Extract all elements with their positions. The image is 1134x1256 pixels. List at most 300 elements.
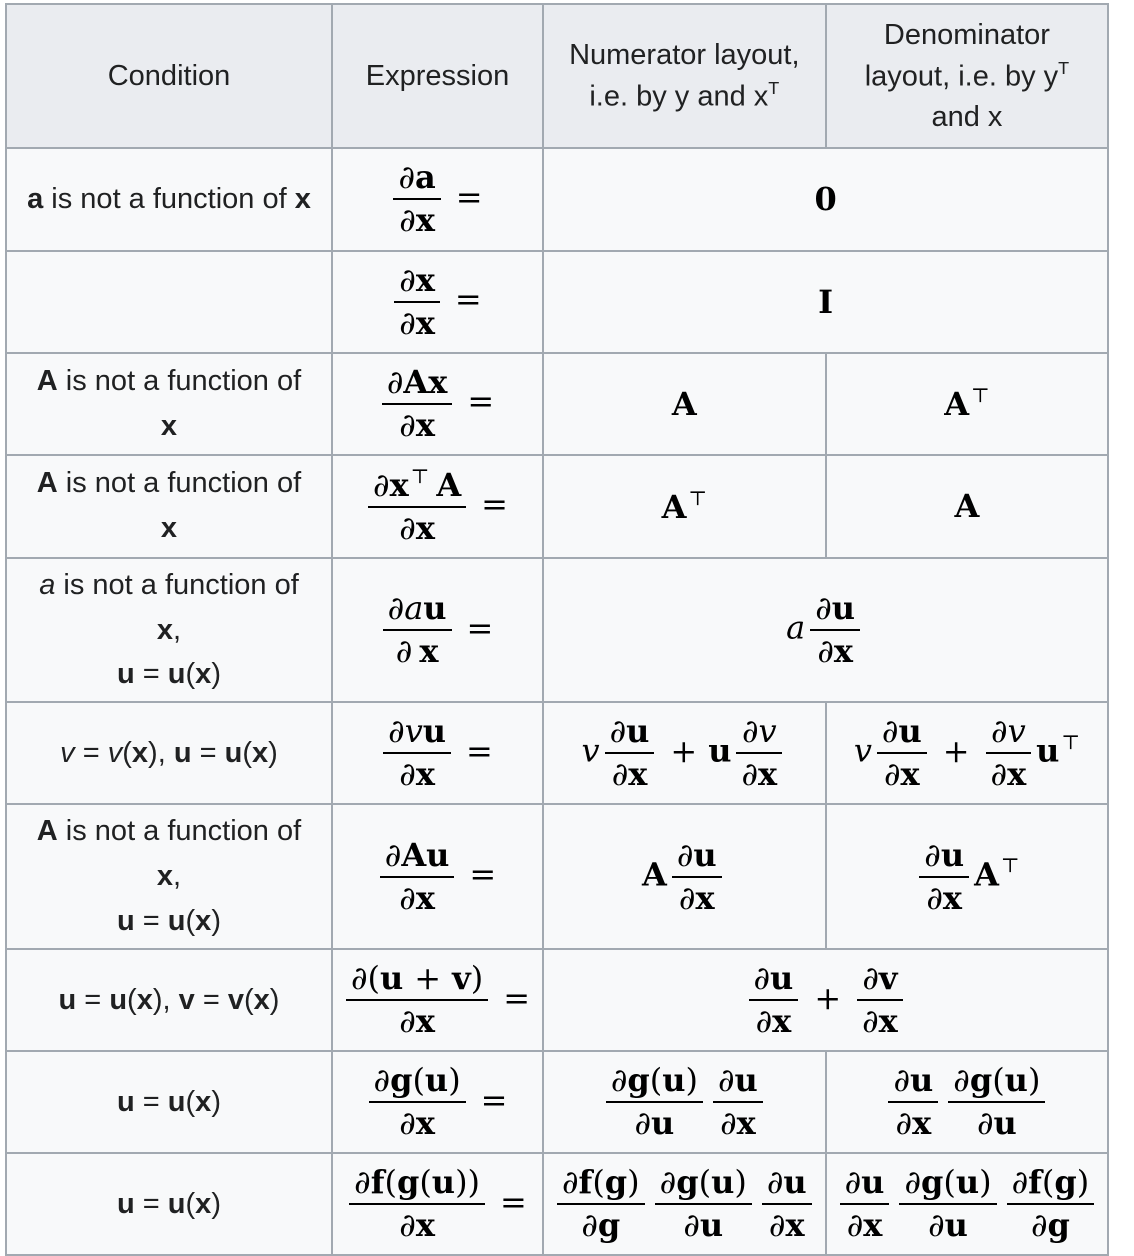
plain-symbol: ( — [367, 959, 381, 998]
fraction — [888, 1060, 938, 1144]
bold-symbol: x — [136, 983, 153, 1016]
equals-sign: = — [467, 382, 495, 421]
bold-vector: A — [944, 385, 970, 424]
fraction — [857, 958, 903, 1042]
denominator-layout-cell — [826, 353, 1109, 455]
bold-vector: x — [389, 465, 409, 504]
fraction-numerator — [672, 835, 722, 876]
condition-cell — [6, 148, 332, 250]
bold-vector: u — [626, 712, 650, 751]
partial-symbol: ∂ — [895, 1104, 913, 1143]
condition-cell — [6, 949, 332, 1051]
fraction-numerator — [877, 711, 927, 752]
math-expression — [341, 954, 534, 1046]
bold-vector: u — [861, 1163, 885, 1202]
numerator-layout-cell — [543, 455, 826, 558]
result-cell-span — [543, 251, 1108, 353]
bold-vector: Au — [401, 835, 450, 874]
table-row-10 — [6, 1153, 1108, 1255]
transpose-superscript: ⊤ — [1061, 731, 1081, 755]
fraction-denominator — [810, 629, 860, 672]
fraction-denominator — [383, 629, 452, 672]
text-line — [552, 35, 817, 76]
fraction — [346, 958, 488, 1042]
expression-cell — [332, 353, 543, 455]
fraction — [394, 260, 440, 344]
fraction-denominator — [383, 752, 451, 795]
bold-vector: u — [770, 959, 794, 998]
fraction — [899, 1162, 996, 1246]
bold-symbol: u — [109, 983, 128, 1016]
bold-vector: x — [878, 1002, 898, 1041]
bold-vector: u — [708, 731, 732, 770]
fraction — [368, 464, 466, 549]
fraction-numerator — [606, 1060, 703, 1101]
math-expression — [375, 831, 500, 923]
plain-symbol: ) — [1027, 1061, 1041, 1100]
partial-symbol: ∂ — [881, 712, 899, 751]
transpose-superscript: T — [768, 77, 780, 98]
bold-vector: Ax — [403, 362, 448, 401]
fraction-denominator — [749, 999, 799, 1042]
bold-symbol: x — [195, 905, 212, 938]
fraction — [655, 1162, 752, 1246]
bold-vector: x — [772, 1002, 792, 1041]
partial-symbol: ∂ — [893, 1061, 910, 1100]
fraction-numerator — [749, 958, 799, 999]
fraction-denominator — [986, 752, 1032, 795]
text-line — [15, 461, 323, 506]
fraction-denominator — [368, 506, 466, 549]
plain-symbol: ( — [1041, 1163, 1055, 1202]
bold-symbol: A — [36, 815, 58, 848]
fraction-denominator — [369, 1101, 466, 1144]
numerator-layout-cell — [543, 804, 826, 949]
bold-symbol: u — [167, 1187, 186, 1220]
bold-vector: u — [734, 1061, 758, 1100]
fraction-numerator — [810, 588, 860, 629]
partial-symbol: ∂ — [678, 878, 696, 917]
bold-vector: u — [699, 1206, 724, 1245]
expression-cell — [332, 804, 543, 949]
math-expression — [552, 1158, 817, 1250]
math-expression — [814, 180, 836, 218]
fraction-denominator — [393, 198, 440, 241]
equals-sign: = — [480, 1080, 508, 1119]
plain-text: ) — [211, 1085, 221, 1118]
plain-symbol: ) — [1076, 1163, 1090, 1202]
text-line — [15, 1182, 323, 1227]
fraction-denominator — [840, 1203, 890, 1246]
fraction — [919, 835, 969, 919]
plain-symbol: ) — [448, 1061, 461, 1100]
numerator-layout-cell — [543, 1051, 826, 1153]
bold-symbol: x — [160, 512, 178, 545]
plain-text: is not a function of — [55, 568, 299, 601]
bold-symbol: u — [117, 1187, 135, 1220]
partial-symbol: ∂ — [354, 1163, 371, 1202]
bold-vector: x — [736, 1104, 756, 1143]
fraction-numerator — [349, 1162, 485, 1203]
text-line — [15, 978, 323, 1023]
text-line — [15, 177, 323, 222]
plain-symbol: ) — [979, 1163, 992, 1202]
plain-text: ( — [243, 983, 254, 1016]
plain-text: = — [134, 905, 168, 938]
partial-symbol: ∂ — [399, 508, 416, 547]
text-line — [15, 809, 323, 854]
fraction — [986, 711, 1032, 795]
bold-vector: x — [758, 755, 778, 794]
partial-symbol: ∂ — [844, 1163, 862, 1202]
expression-cell — [332, 1051, 543, 1153]
numerator-layout-cell — [543, 1153, 826, 1255]
bold-vector: u — [940, 835, 965, 874]
partial-symbol: ∂ — [883, 755, 901, 794]
partial-symbol: ∂ — [399, 1002, 416, 1041]
bold-vector: x — [695, 878, 715, 917]
bold-vector: A — [661, 487, 687, 526]
bold-vector: u — [944, 1206, 968, 1245]
bold-vector: x — [415, 878, 435, 917]
partial-symbol: ∂ — [399, 260, 416, 299]
plain-symbol: ( — [419, 1163, 432, 1202]
fraction-numerator — [346, 958, 488, 999]
bold-symbol: A — [36, 364, 58, 397]
bold-symbol: x — [156, 613, 174, 646]
bold-vector: f — [370, 1163, 385, 1202]
fraction — [672, 835, 722, 919]
plain-symbol: ( — [592, 1163, 605, 1202]
bold-vector: u — [898, 712, 922, 751]
bold-vector: g — [597, 1206, 621, 1245]
partial-symbol: ∂ — [766, 1163, 784, 1202]
plain-text: ( — [127, 983, 137, 1016]
bold-vector: u — [431, 1163, 456, 1202]
result-cell-span — [543, 558, 1108, 703]
bold-vector: x — [415, 260, 435, 299]
plain-text: ) — [211, 905, 221, 938]
fraction-denominator — [888, 1101, 938, 1144]
scalar-var: v — [404, 712, 423, 751]
bold-vector: u — [423, 588, 447, 627]
bold-vector: x — [415, 303, 435, 342]
partial-symbol: ∂ — [398, 158, 415, 197]
table-row-7 — [6, 804, 1108, 949]
partial-symbol: ∂ — [990, 755, 1008, 794]
scalar-var: v — [581, 731, 600, 770]
bold-symbol: x — [252, 736, 269, 769]
fraction-numerator — [557, 1162, 645, 1203]
bold-vector: u — [422, 712, 447, 751]
bold-vector: a — [415, 158, 436, 197]
fraction-numerator — [394, 260, 440, 301]
math-expression — [642, 831, 727, 923]
expression-cell — [332, 1153, 543, 1255]
fraction-numerator — [368, 464, 466, 506]
bold-vector: A — [974, 855, 999, 894]
bold-symbol: x — [195, 1085, 212, 1118]
math-expression — [944, 384, 989, 423]
partial-symbol: ∂ — [755, 1002, 773, 1041]
bold-vector: u — [662, 1061, 686, 1100]
bold-vector: g — [1054, 1163, 1077, 1202]
fraction — [749, 958, 799, 1042]
fraction-denominator — [382, 403, 452, 446]
table-row-8 — [6, 949, 1108, 1051]
partial-symbol: ∂ — [717, 1061, 735, 1100]
bold-vector: u — [424, 1061, 449, 1100]
math-expression — [344, 1158, 531, 1250]
fraction-denominator — [857, 999, 903, 1042]
bold-symbol: u — [224, 736, 243, 769]
equals-sign: = — [503, 978, 530, 1017]
math-expression — [786, 584, 865, 676]
bold-symbol: u — [167, 1085, 186, 1118]
fraction — [383, 711, 451, 795]
table-row-9 — [6, 1051, 1108, 1153]
bold-symbol: u — [117, 905, 135, 938]
bold-vector: x — [863, 1206, 883, 1245]
fraction-denominator — [919, 876, 969, 919]
plain-text: = — [134, 1187, 168, 1220]
fraction-numerator — [919, 835, 969, 876]
plain-symbol: ( — [649, 1061, 663, 1100]
fraction — [948, 1060, 1045, 1144]
bold-vector: g — [676, 1163, 699, 1202]
partial-symbol: ∂ — [562, 1163, 579, 1202]
plain-text: is not a function of — [57, 815, 302, 848]
plain-symbol: ( — [412, 1061, 425, 1100]
fraction-denominator — [380, 876, 455, 919]
fraction-denominator — [349, 1203, 485, 1246]
math-expression — [363, 460, 512, 553]
bold-vector: u — [1036, 731, 1060, 770]
partial-symbol: ∂ — [1030, 1206, 1048, 1245]
fraction — [606, 1060, 703, 1144]
partial-symbol: ∂ — [373, 1061, 391, 1100]
partial-symbol: ∂ — [817, 632, 834, 670]
partial-symbol: ∂ — [741, 712, 759, 751]
plain-text: ) — [211, 1187, 221, 1220]
bold-vector: A — [671, 384, 697, 423]
plain-text: , — [173, 860, 182, 893]
partial-symbol: ∂ — [388, 712, 405, 751]
fraction-denominator — [605, 752, 655, 795]
numerator-layout-cell — [543, 702, 826, 804]
operator: + — [814, 978, 842, 1017]
fraction-denominator — [877, 752, 927, 795]
expression-cell — [332, 558, 543, 703]
partial-symbol: ∂ — [720, 1104, 737, 1143]
table-row-2 — [6, 251, 1108, 353]
italic-symbol: v — [60, 736, 75, 769]
scalar-var: v — [853, 731, 872, 770]
text-line — [552, 76, 817, 117]
plain-symbol: ) — [455, 1163, 468, 1202]
table-row-5 — [6, 558, 1108, 703]
denominator-layout-cell — [826, 702, 1109, 804]
bold-symbol: u — [117, 1085, 135, 1118]
bold-vector: u — [955, 1163, 980, 1202]
bold-vector: g — [396, 1163, 420, 1202]
plain-symbol: ( — [943, 1163, 956, 1202]
partial-symbol: ∂ — [659, 1163, 677, 1202]
math-expression — [364, 1056, 512, 1148]
text-line — [15, 652, 323, 697]
plain-text: i.e. by y and x — [589, 80, 769, 113]
math-expression — [854, 707, 1080, 799]
text-line — [15, 56, 323, 97]
partial-symbol: ∂ — [846, 1206, 864, 1245]
plain-text: and x — [931, 100, 1003, 133]
partial-symbol: ∂ — [1011, 1163, 1029, 1202]
plain-text: ), — [148, 736, 174, 769]
bold-symbol: x — [156, 860, 174, 893]
partial-symbol: ∂ — [387, 588, 405, 627]
plain-text: ), — [152, 983, 179, 1016]
fraction — [810, 588, 860, 672]
table-header — [6, 4, 1108, 148]
plain-symbol: ( — [992, 1061, 1005, 1100]
condition-cell — [6, 1153, 332, 1255]
math-expression — [818, 283, 833, 321]
bold-vector: x — [415, 1206, 435, 1245]
fraction-numerator — [383, 588, 452, 629]
column-header-expression — [332, 4, 543, 148]
plain-symbol: ) — [627, 1163, 640, 1202]
fraction-numerator — [888, 1060, 938, 1101]
fraction-numerator — [948, 1060, 1045, 1101]
fraction — [1007, 1162, 1095, 1246]
partial-symbol: ∂ — [609, 712, 627, 751]
bold-vector: x — [419, 632, 439, 670]
bold-symbol: x — [195, 658, 212, 691]
fraction-numerator — [380, 835, 455, 876]
equals-sign: = — [500, 1182, 527, 1221]
math-expression — [388, 153, 486, 245]
condition-cell — [6, 353, 332, 455]
operator: + — [670, 731, 698, 770]
text-line — [15, 1080, 323, 1125]
plain-text: is not a function of — [43, 183, 295, 216]
text-line — [341, 56, 534, 97]
bold-symbol: u — [117, 658, 135, 691]
plain-text: = — [76, 983, 110, 1016]
bold-vector: g — [920, 1163, 944, 1202]
fraction-denominator — [655, 1203, 752, 1246]
denominator-layout-cell — [826, 455, 1109, 558]
expression-cell — [332, 702, 543, 804]
bold-symbol: u — [167, 905, 186, 938]
plain-symbol: ) — [470, 959, 484, 998]
transpose-superscript: ⊤ — [971, 384, 990, 408]
bold-vector: x — [833, 632, 853, 670]
fraction-numerator — [986, 711, 1032, 752]
partial-symbol: ∂ — [610, 1061, 628, 1100]
bold-vector: f — [1028, 1163, 1042, 1202]
bold-symbol: v — [178, 983, 195, 1016]
fraction — [877, 711, 927, 795]
plain-symbol: ) — [685, 1061, 698, 1100]
bold-symbol: u — [173, 736, 192, 769]
fraction — [713, 1060, 763, 1144]
equals-sign: = — [466, 608, 494, 647]
partial-symbol: ∂ — [399, 878, 416, 917]
bold-vector: x — [415, 1104, 435, 1143]
partial-symbol: ∂ — [768, 1206, 786, 1245]
plain-text: = — [191, 736, 225, 769]
fraction — [557, 1162, 645, 1246]
column-header-condition — [6, 4, 332, 148]
column-header-numerator — [543, 4, 826, 148]
plain-text: layout, i.e. by y — [864, 60, 1059, 93]
bold-symbol: u — [58, 983, 77, 1016]
partial-symbol: ∂ — [611, 755, 629, 794]
partial-symbol: ∂ — [399, 303, 416, 342]
bold-symbol: v — [227, 983, 244, 1016]
fraction-denominator — [394, 301, 440, 344]
fraction — [380, 835, 455, 919]
bold-vector: x — [415, 405, 435, 444]
math-expression — [914, 831, 1019, 923]
fraction-denominator — [606, 1101, 703, 1144]
fraction — [382, 362, 452, 446]
math-expression — [378, 584, 498, 676]
fraction-denominator — [557, 1203, 645, 1246]
fraction — [736, 711, 782, 795]
bold-vector: x — [785, 1206, 805, 1245]
bold-vector: x — [1007, 755, 1027, 794]
plain-text: , — [173, 613, 182, 646]
partial-symbol: ∂ — [581, 1206, 598, 1245]
condition-cell — [6, 1051, 332, 1153]
transpose-superscript: ⊤ — [1000, 854, 1020, 878]
plain-text: Numerator layout, — [569, 39, 800, 72]
bold-vector: v — [878, 959, 898, 998]
fraction-numerator — [369, 1060, 466, 1101]
text-line — [835, 15, 1100, 56]
bold-symbol: u — [167, 658, 186, 691]
partial-symbol: ∂ — [399, 755, 416, 794]
scalar-var: a — [404, 588, 424, 627]
bold-symbol: A — [36, 467, 58, 500]
fraction-denominator — [672, 876, 722, 919]
bold-vector: x — [415, 755, 435, 794]
bold-vector: A — [954, 487, 980, 526]
page — [0, 3, 1134, 1245]
bold-symbol: x — [160, 409, 178, 442]
plain-text: = — [134, 658, 168, 691]
bold-vector: u — [910, 1061, 934, 1100]
plain-symbol: ) — [734, 1163, 747, 1202]
partial-symbol: ∂ — [953, 1061, 970, 1100]
text-line — [15, 899, 323, 944]
bold-symbol: x — [294, 183, 311, 216]
fraction — [605, 711, 655, 795]
transpose-superscript: ⊤ — [688, 486, 708, 510]
partial-symbol: ∂ — [924, 835, 941, 874]
fraction-numerator — [736, 711, 782, 752]
bold-vector: u — [693, 835, 717, 874]
bold-vector: x — [415, 508, 435, 547]
partial-symbol: ∂ — [386, 362, 404, 401]
text-line — [15, 506, 323, 551]
column-header-denominator — [826, 4, 1109, 148]
plain-text: ( — [242, 736, 252, 769]
text-line — [835, 97, 1100, 138]
partial-symbol: ∂ — [399, 405, 416, 444]
